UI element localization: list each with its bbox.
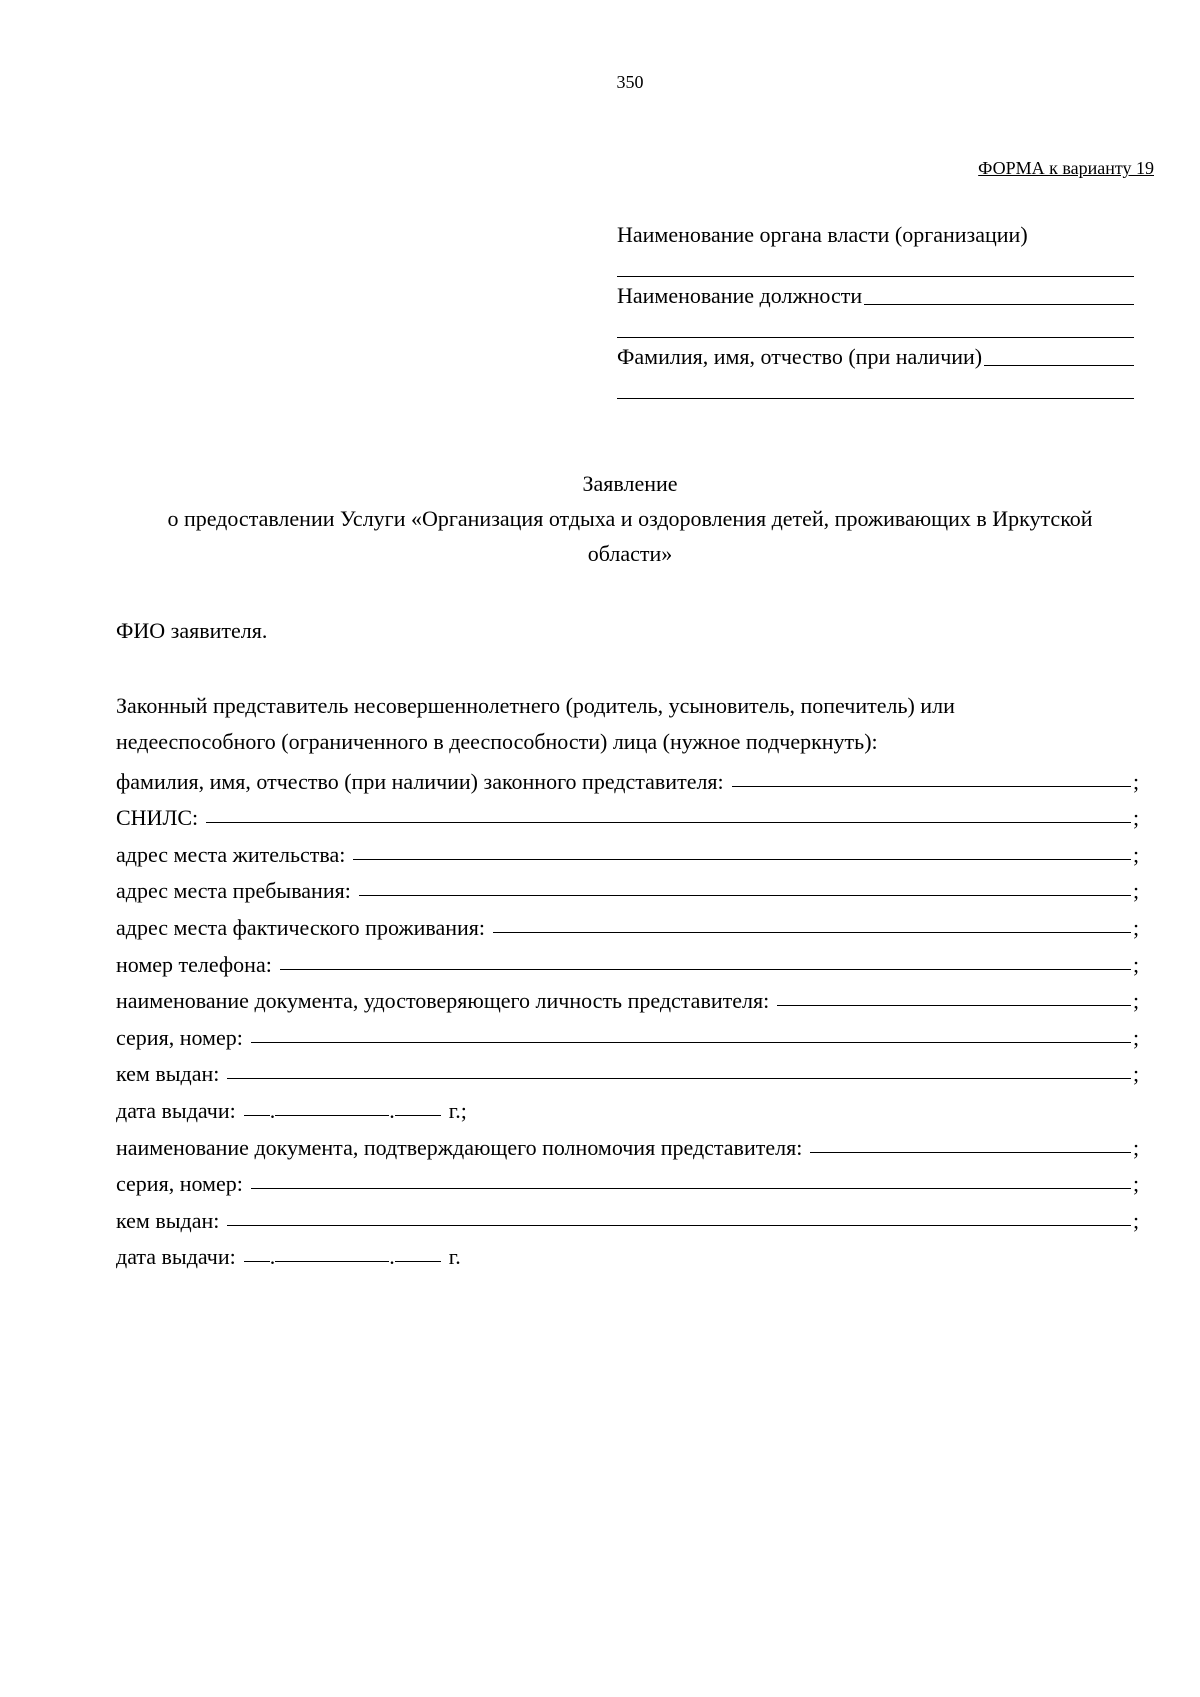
position-blank-2[interactable]	[617, 309, 1134, 338]
official-fio-label: Фамилия, имя, отчество (при наличии)	[617, 344, 983, 369]
year-suffix: г.;	[448, 1097, 467, 1123]
stay-blank[interactable]	[359, 895, 1131, 896]
representative-fields	[116, 758, 1139, 1270]
official-fio-blank[interactable]	[984, 365, 1134, 366]
id-date-day-blank[interactable]	[244, 1114, 270, 1116]
field-label: кем выдан:	[116, 1061, 220, 1087]
auth-date-month-blank[interactable]	[275, 1260, 389, 1262]
field-terminator: ;	[1133, 768, 1140, 794]
id-doc-blank[interactable]	[777, 1005, 1131, 1006]
field-terminator: ;	[1133, 878, 1140, 904]
field-label: дата выдачи:	[116, 1097, 236, 1123]
official-fio-line	[617, 340, 1134, 370]
id-series-blank[interactable]	[251, 1042, 1131, 1043]
id-issued-blank[interactable]	[227, 1078, 1131, 1079]
field-id-date	[116, 1087, 1139, 1124]
field-terminator: ;	[1133, 805, 1140, 831]
applicant-fio-label: ФИО заявителя.	[116, 618, 268, 643]
field-terminator: ;	[1133, 1134, 1140, 1160]
auth-doc-blank[interactable]	[810, 1152, 1131, 1153]
official-fio-blank-2[interactable]	[617, 370, 1134, 399]
phone-blank[interactable]	[280, 969, 1131, 970]
field-label: наименование документа, удостоверяющего личность представителя:	[116, 988, 770, 1014]
field-actual-address	[116, 904, 1139, 941]
field-terminator: ;	[1133, 841, 1140, 867]
year-suffix: г.	[448, 1244, 461, 1270]
field-terminator: ;	[1133, 914, 1140, 940]
title-line-2: о предоставлении Услуги «Организация отдыха и оздоровления детей, проживающих в Иркутской	[167, 506, 1093, 531]
field-id-series	[116, 1014, 1139, 1051]
org-name-line	[617, 218, 1134, 248]
intro-line-2: недееспособного (ограниченного в дееспособности) лица (нужное подчеркнуть):	[116, 729, 878, 754]
title-line-3: области»	[587, 541, 673, 566]
field-terminator: ;	[1133, 988, 1140, 1014]
addressee-block	[617, 218, 1134, 399]
form-variant-label: ФОРМА к варианту 19	[978, 158, 1154, 178]
field-auth-date	[116, 1234, 1139, 1271]
field-id-doc	[116, 978, 1139, 1015]
rep-fio-blank[interactable]	[732, 786, 1131, 787]
auth-series-blank[interactable]	[251, 1188, 1131, 1189]
position-line	[617, 279, 1134, 309]
representative-intro	[116, 688, 1146, 760]
field-label: кем выдан:	[116, 1207, 220, 1233]
field-label: фамилия, имя, отчество (при наличии) законного представителя:	[116, 768, 724, 794]
field-label: номер телефона:	[116, 951, 272, 977]
field-rep-fio	[116, 758, 1139, 795]
date-separator: .	[269, 1097, 276, 1123]
org-name-blank[interactable]	[617, 248, 1134, 277]
page-number: 350	[616, 72, 644, 92]
id-date-month-blank[interactable]	[275, 1114, 389, 1116]
field-auth-doc	[116, 1124, 1139, 1161]
document-title	[110, 466, 1150, 571]
field-id-issued	[116, 1051, 1139, 1088]
intro-line-1: Законный представитель несовершеннолетнего (родитель, усыновитель, попечитель) или	[116, 693, 955, 718]
field-label: серия, номер:	[116, 1024, 243, 1050]
field-snils	[116, 795, 1139, 832]
position-blank[interactable]	[864, 304, 1134, 305]
field-label: адрес места пребывания:	[116, 878, 351, 904]
field-terminator: ;	[1133, 1171, 1140, 1197]
title-line-1: Заявление	[582, 471, 678, 496]
org-name-label: Наименование органа власти (организации)	[617, 222, 1028, 247]
field-residence	[116, 831, 1139, 868]
date-separator: .	[389, 1244, 395, 1270]
date-separator: .	[269, 1244, 276, 1270]
field-label: дата выдачи:	[116, 1244, 236, 1270]
field-phone	[116, 941, 1139, 978]
date-separator: .	[389, 1097, 395, 1123]
position-label: Наименование должности	[617, 283, 863, 308]
field-label: серия, номер:	[116, 1171, 243, 1197]
field-terminator: ;	[1133, 1024, 1140, 1050]
field-label: адрес места фактического проживания:	[116, 914, 486, 940]
field-stay	[116, 868, 1139, 905]
auth-date-day-blank[interactable]	[244, 1260, 270, 1262]
residence-blank[interactable]	[353, 859, 1131, 860]
field-auth-series	[116, 1161, 1139, 1198]
field-terminator: ;	[1133, 1061, 1140, 1087]
field-label: наименование документа, подтверждающего полномочия представителя:	[116, 1134, 803, 1160]
auth-date-year-blank[interactable]	[395, 1260, 441, 1262]
snils-blank[interactable]	[206, 822, 1131, 823]
field-terminator: ;	[1133, 951, 1140, 977]
field-terminator: ;	[1133, 1207, 1140, 1233]
actual-address-blank[interactable]	[493, 932, 1131, 933]
field-label: адрес места жительства:	[116, 841, 346, 867]
auth-issued-blank[interactable]	[227, 1225, 1131, 1226]
field-auth-issued	[116, 1197, 1139, 1234]
id-date-year-blank[interactable]	[395, 1114, 441, 1116]
field-label: СНИЛС:	[116, 805, 199, 831]
